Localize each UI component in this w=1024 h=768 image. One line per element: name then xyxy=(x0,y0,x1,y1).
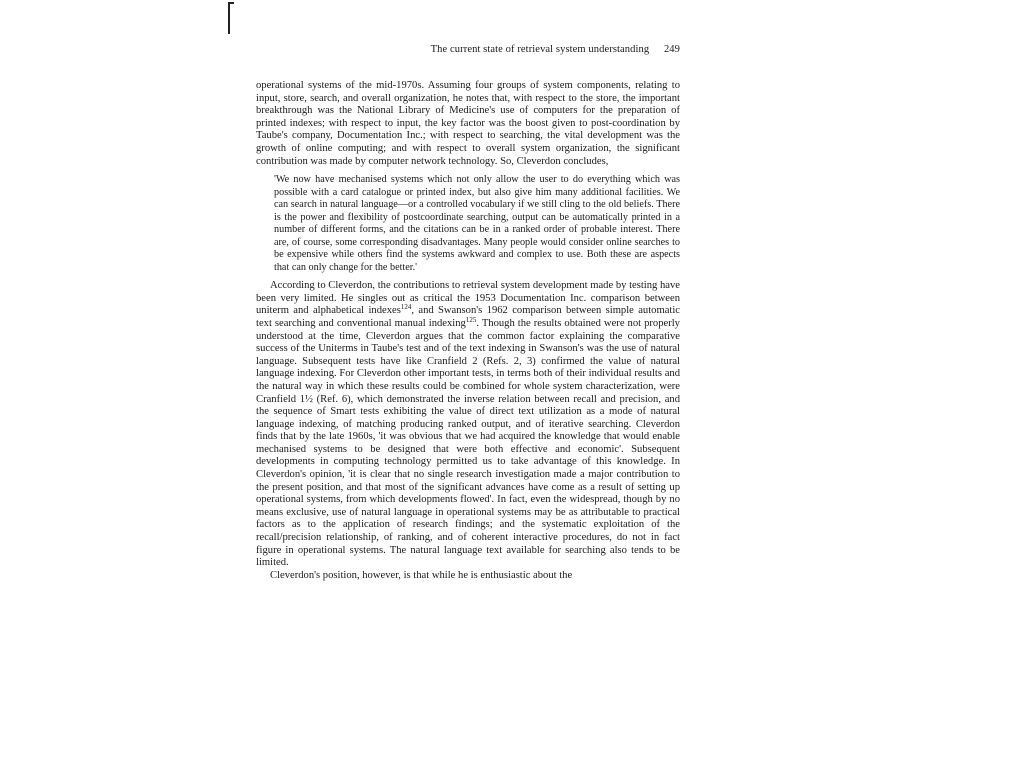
block-quote: 'We now have mechanised systems which not only allow the user to do everything which was possible with a card catalogue or printed index, but also give him many additional facilities. We can search in natural language—or a controlled vocabulary if we still cling to the old beliefs. There is the power and flexibility of postcoordinate searching, output can be automatically printed in a number of different forms, and the citations can be in a ranked order of probable interest. There are, of course, some corresponding disadvantages. Many people would consider online searches to be expensive while others find the systems awkward and complex to use. Both these are aspects that can only change for the better.' xyxy=(274,174,680,273)
paragraph-2 xyxy=(256,280,680,570)
running-title: The current state of retrieval system understanding xyxy=(430,44,650,55)
paragraph-2-part-a: According to Cleverdon, the contributions to retrieval system development made by testing have been very limited. He singles out as critical the 1953 Documentation Inc. comparison between uniterm and alphabetical indexes xyxy=(256,280,680,317)
reference-124: 124 xyxy=(400,303,412,312)
page-number: 249 xyxy=(663,44,680,55)
document-page xyxy=(256,44,680,582)
running-header xyxy=(256,44,680,60)
scan-edge-mark xyxy=(228,2,230,34)
paragraph-2-part-c: . Though the results obtained were not properly understood at the time, Cleverdon argues that the common factor explaining the comparative success of the Uniterms in Taube's test and of the text indexing in Swanson's was the use of natural language. Subsequent tests have like Cranfield 2 (Refs. 2, 3) confirmed the value of natural language indexing. For Cleverdon other important tests, in terms both of their individual results and the natural way in which these results could be combined for whole system characterization, were Cranfield 1½ (Ref. 6), which demonstrated the inverse relation between recall and precision, and the sequence of Smart tests exhibiting the value of direct text utilization as a mode of natural language indexing, of matching producing ranked output, and of iterative searching. Cleverdon finds that by the late 1960s, 'it was obvious that we had acquired the knowledge that would enable mechanised systems to be designed that were both effective and economic'. Subsequent developments in computing technology permitted us to take advantage of this knowledge. In Cleverdon's opinion, 'it is clear that no single research investigation made a major contribution to the present position, and that most of the significant advances have come as a result of setting up operational systems, from which developments flowed'. In fact, even the widespread, though by no means exclusive, use of natural language in operational systems may be as attributable to practical factors as to the application of research findings; and the systematic exploitation of the recall/precision relationship, of ranking, and of coherent interactive procedures, do not in fact figure in operational systems. The natural language text available for searching also tends to be limited. xyxy=(256,317,680,569)
paragraph-3: Cleverdon's position, however, is that while he is enthusiastic about the xyxy=(270,569,573,581)
reference-125: 125 xyxy=(465,315,477,324)
paragraph-1: operational systems of the mid-1970s. Assuming four groups of system components, relating to input, store, search, and overall organization, he notes that, with respect to the store, the important breakthrough was the National Library of Medicine's use of computers for the preparation of printed indexes; with respect to input, the key factor was the boost given to post-coordination by Taube's company, Documentation Inc.; with respect to searching, the vital development was the growth of online computing; and with respect to overall system organization, the significant contribution was made by computer network technology. So, Cleverdon concludes, xyxy=(256,80,680,167)
paragraph-2-part-b: , and Swanson's 1962 comparison between simple automatic text searching and conventional manual indexing xyxy=(256,305,680,329)
